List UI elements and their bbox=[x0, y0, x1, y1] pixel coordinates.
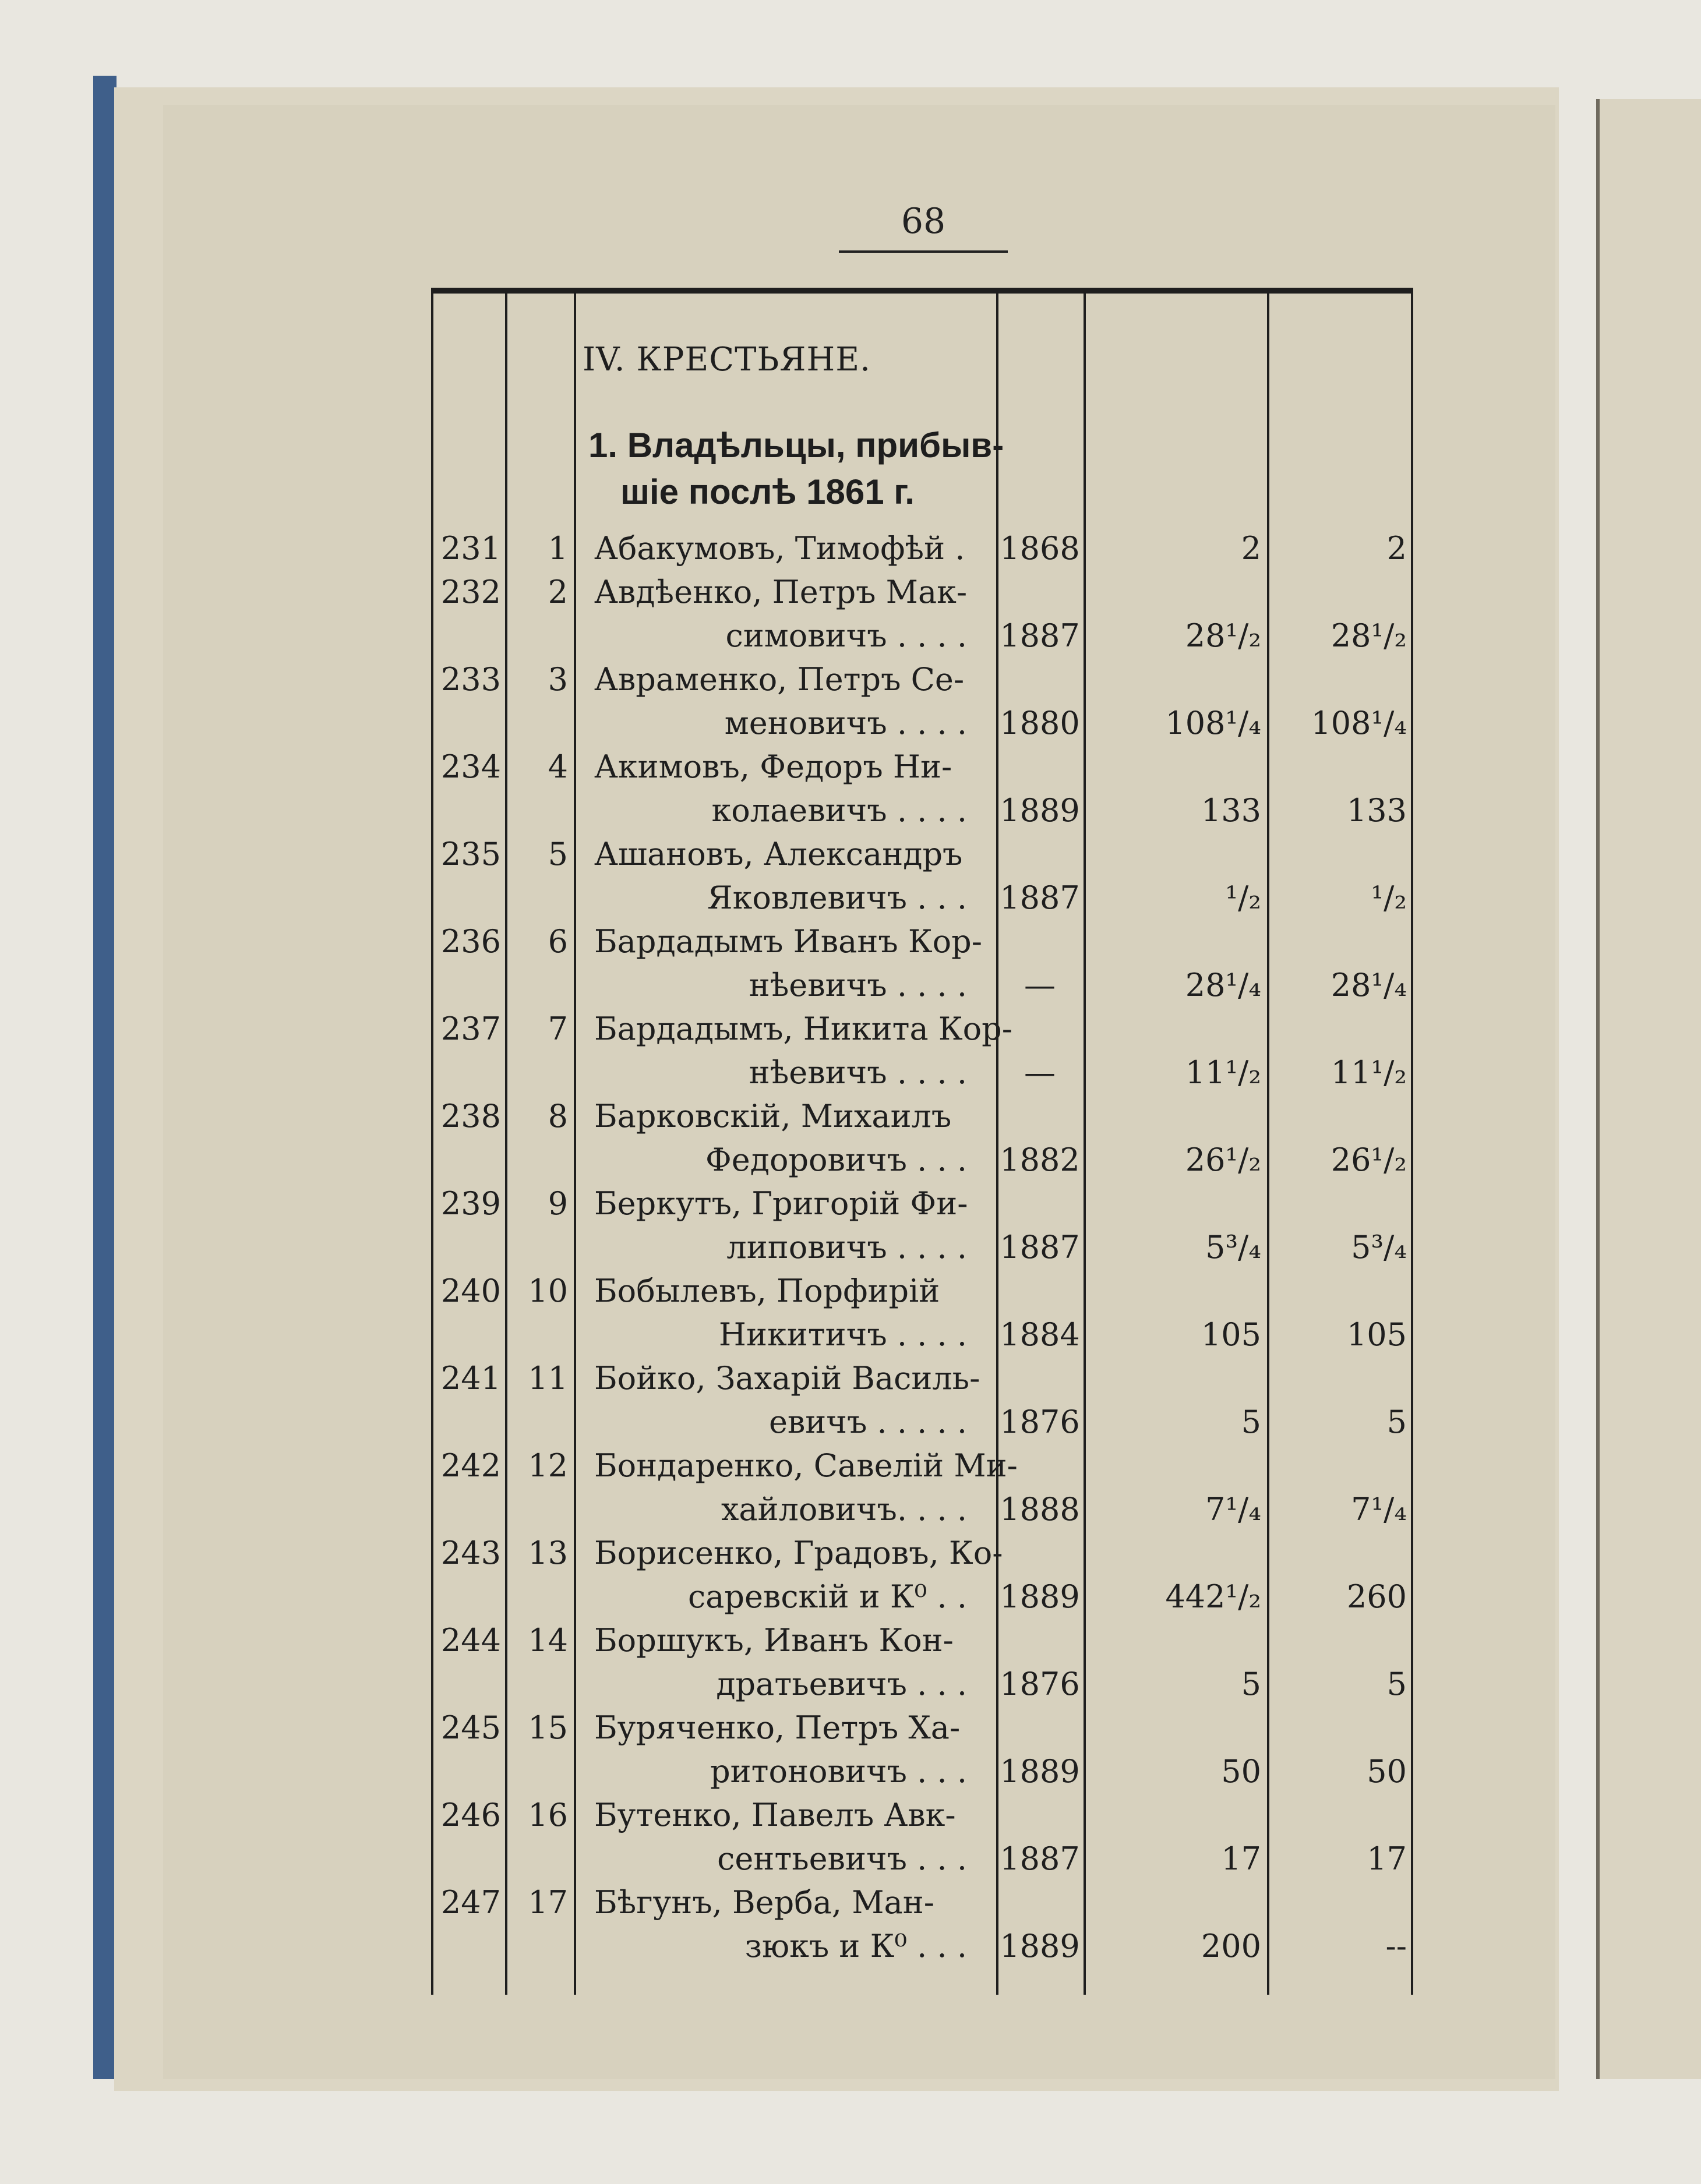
table-row bbox=[0, 1535, 1701, 1622]
row-seq-number: 246 bbox=[440, 1797, 501, 1833]
row-seq-number: 233 bbox=[440, 661, 501, 698]
row-value-2: 28¹/₄ bbox=[1331, 967, 1407, 1003]
row-value-1: 28¹/₂ bbox=[1185, 617, 1261, 654]
row-year: 1876 bbox=[1000, 1404, 1080, 1440]
table-row bbox=[0, 1185, 1701, 1273]
row-name: Барковскій, Михаилъ bbox=[594, 1098, 952, 1135]
row-seq-number: 232 bbox=[440, 574, 501, 610]
column-rule-seq-extension bbox=[505, 1878, 507, 1995]
row-seq-number: 237 bbox=[440, 1010, 501, 1047]
row-name-continuation: хайловичъ. . . . bbox=[721, 1491, 967, 1528]
row-number: 15 bbox=[528, 1709, 568, 1746]
row-year: 1884 bbox=[1000, 1316, 1080, 1353]
row-value-1: 5³/₄ bbox=[1205, 1229, 1261, 1266]
row-seq-number: 236 bbox=[440, 923, 501, 960]
row-seq-number: 240 bbox=[440, 1273, 501, 1309]
row-name-continuation: евичъ . . . . . bbox=[768, 1404, 967, 1440]
row-name: Бобылевъ, Порфирій bbox=[594, 1273, 940, 1309]
row-seq-number: 244 bbox=[440, 1622, 501, 1659]
row-name: Авдѣенко, Петръ Мак- bbox=[594, 574, 968, 610]
row-number: 3 bbox=[548, 661, 568, 698]
row-name-continuation: зюкъ и К⁰ . . . bbox=[744, 1928, 967, 1964]
row-name: Бардадымъ Иванъ Кор- bbox=[594, 923, 982, 960]
row-name-continuation: нѣевичъ . . . . bbox=[749, 967, 967, 1003]
table-row bbox=[0, 1273, 1701, 1360]
row-seq-number: 238 bbox=[440, 1098, 501, 1135]
row-number: 11 bbox=[528, 1360, 568, 1397]
row-value-2: 11¹/₂ bbox=[1331, 1054, 1407, 1091]
row-year: 1887 bbox=[1000, 617, 1080, 654]
column-rule-no-extension bbox=[574, 1878, 576, 1995]
row-value-1: 442¹/₂ bbox=[1165, 1578, 1261, 1615]
row-name: Ашановъ, Александръ bbox=[594, 836, 963, 872]
row-value-2: 260 bbox=[1346, 1578, 1407, 1615]
row-name-continuation: сентьевичъ . . . bbox=[717, 1840, 967, 1877]
row-seq-number: 242 bbox=[440, 1447, 501, 1484]
row-seq-number: 243 bbox=[440, 1535, 501, 1571]
row-value-1: 2 bbox=[1241, 530, 1261, 567]
row-seq-number: 247 bbox=[440, 1884, 501, 1921]
row-name: Буряченко, Петръ Ха- bbox=[594, 1709, 961, 1746]
row-year: — bbox=[1024, 1054, 1056, 1091]
row-seq-number: 235 bbox=[440, 836, 501, 872]
row-name-continuation: Яковлевичъ . . . bbox=[707, 879, 967, 916]
row-name-continuation: Федоровичъ . . . bbox=[705, 1142, 967, 1178]
table-row bbox=[0, 748, 1701, 836]
row-name-continuation: саревскій и К⁰ . . bbox=[687, 1578, 967, 1615]
row-name-continuation: дратьевичъ . . . bbox=[716, 1666, 967, 1702]
row-value-2: 26¹/₂ bbox=[1331, 1142, 1407, 1178]
row-name: Бондаренко, Савелій Ми- bbox=[594, 1447, 1018, 1484]
table-row bbox=[0, 661, 1701, 748]
row-value-2: ¹/₂ bbox=[1371, 879, 1407, 916]
row-number: 13 bbox=[528, 1535, 568, 1571]
row-seq-number: 234 bbox=[440, 748, 501, 785]
row-value-1: 105 bbox=[1201, 1316, 1261, 1353]
row-number: 10 bbox=[528, 1273, 568, 1309]
table-row bbox=[0, 1098, 1701, 1185]
page-number: 68 bbox=[901, 201, 946, 242]
row-year: 1889 bbox=[1000, 1753, 1080, 1790]
row-name-continuation: липовичъ . . . . bbox=[726, 1229, 967, 1266]
row-name: Абакумовъ, Тимофѣй . bbox=[594, 530, 965, 567]
subsection-title-line1: 1. Владѣльцы, прибыв- bbox=[588, 426, 1004, 465]
column-rule-left-extension bbox=[431, 1878, 433, 1995]
row-number: 6 bbox=[548, 923, 568, 960]
row-value-2: 2 bbox=[1386, 530, 1407, 567]
subsection-title bbox=[588, 422, 1008, 515]
row-number: 16 bbox=[528, 1797, 568, 1833]
row-value-2: 7¹/₄ bbox=[1351, 1491, 1407, 1528]
row-name: Бардадымъ, Никита Кор- bbox=[594, 1010, 1012, 1047]
row-value-2: 5 bbox=[1386, 1666, 1407, 1702]
row-number: 7 bbox=[548, 1010, 568, 1047]
table-row bbox=[0, 1884, 1701, 1971]
table-row bbox=[0, 923, 1701, 1010]
row-year: — bbox=[1024, 967, 1056, 1003]
row-number: 8 bbox=[548, 1098, 568, 1135]
table-row bbox=[0, 1447, 1701, 1535]
row-name: Борисенко, Градовъ, Ко- bbox=[594, 1535, 1003, 1571]
row-number: 14 bbox=[528, 1622, 568, 1659]
row-name-continuation: ритоновичъ . . . bbox=[710, 1753, 967, 1790]
row-name: Акимовъ, Федоръ Ни- bbox=[594, 748, 952, 785]
row-year: 1882 bbox=[1000, 1142, 1080, 1178]
row-year: 1887 bbox=[1000, 1840, 1080, 1877]
row-name: Авраменко, Петръ Се- bbox=[594, 661, 965, 698]
table-row bbox=[0, 1010, 1701, 1098]
row-value-2: -- bbox=[1385, 1928, 1407, 1964]
table-row bbox=[0, 1360, 1701, 1447]
row-value-2: 105 bbox=[1346, 1316, 1407, 1353]
table-row bbox=[0, 1797, 1701, 1884]
row-value-2: 28¹/₂ bbox=[1331, 617, 1407, 654]
row-year: 1887 bbox=[1000, 1229, 1080, 1266]
row-year: 1880 bbox=[1000, 705, 1080, 741]
row-value-1: 50 bbox=[1221, 1753, 1261, 1790]
column-rule-year-extension bbox=[1084, 1878, 1086, 1995]
row-year: 1889 bbox=[1000, 792, 1080, 829]
row-year: 1887 bbox=[1000, 879, 1080, 916]
row-number: 4 bbox=[548, 748, 568, 785]
row-year: 1876 bbox=[1000, 1666, 1080, 1702]
row-value-1: 7¹/₄ bbox=[1205, 1491, 1261, 1528]
row-name: Боршукъ, Иванъ Кон- bbox=[594, 1622, 954, 1659]
row-name-continuation: меновичъ . . . . bbox=[724, 705, 967, 741]
row-seq-number: 241 bbox=[440, 1360, 501, 1397]
row-value-2: 50 bbox=[1367, 1753, 1407, 1790]
row-name-continuation: колаевичъ . . . . bbox=[711, 792, 967, 829]
row-number: 12 bbox=[528, 1447, 568, 1484]
row-value-1: 28¹/₄ bbox=[1185, 967, 1261, 1003]
table-row bbox=[0, 1709, 1701, 1797]
row-value-1: 108¹/₄ bbox=[1165, 705, 1261, 741]
row-number: 17 bbox=[528, 1884, 568, 1921]
row-name-continuation: симовичъ . . . . bbox=[725, 617, 967, 654]
row-name-continuation: Никитичъ . . . . bbox=[718, 1316, 967, 1353]
row-value-2: 133 bbox=[1346, 792, 1407, 829]
row-number: 5 bbox=[548, 836, 568, 872]
row-name: Беркутъ, Григорій Фи- bbox=[594, 1185, 968, 1222]
row-seq-number: 239 bbox=[440, 1185, 501, 1222]
column-rule-value1-extension bbox=[1267, 1878, 1269, 1995]
row-year: 1889 bbox=[1000, 1928, 1080, 1964]
row-value-1: 5 bbox=[1241, 1666, 1261, 1702]
page-number-rule bbox=[839, 250, 1008, 253]
row-value-2: 108¹/₄ bbox=[1311, 705, 1407, 741]
table-top-rule bbox=[431, 288, 1413, 294]
subsection-title-line2: шіе послѣ 1861 г. bbox=[620, 472, 915, 511]
row-value-2: 5 bbox=[1386, 1404, 1407, 1440]
row-year: 1888 bbox=[1000, 1491, 1080, 1528]
row-number: 2 bbox=[548, 574, 568, 610]
row-number: 9 bbox=[548, 1185, 568, 1222]
row-value-1: 26¹/₂ bbox=[1185, 1142, 1261, 1178]
row-value-1: 200 bbox=[1201, 1928, 1261, 1964]
table-row bbox=[0, 574, 1701, 661]
column-rule-name-extension bbox=[996, 1878, 998, 1995]
row-value-1: ¹/₂ bbox=[1225, 879, 1261, 916]
row-value-1: 11¹/₂ bbox=[1185, 1054, 1261, 1091]
row-value-2: 17 bbox=[1367, 1840, 1407, 1877]
section-title: IV. КРЕСТЬЯНЕ. bbox=[583, 341, 871, 379]
table-row bbox=[0, 836, 1701, 923]
row-year: 1868 bbox=[1000, 530, 1080, 567]
row-value-1: 133 bbox=[1201, 792, 1261, 829]
table-row bbox=[0, 1622, 1701, 1709]
row-value-2: 5³/₄ bbox=[1351, 1229, 1407, 1266]
row-name-continuation: нѣевичъ . . . . bbox=[749, 1054, 967, 1091]
column-rule-right-extension bbox=[1411, 1878, 1413, 1995]
row-seq-number: 245 bbox=[440, 1709, 501, 1746]
row-year: 1889 bbox=[1000, 1578, 1080, 1615]
row-value-1: 5 bbox=[1241, 1404, 1261, 1440]
row-name: Бутенко, Павелъ Авк- bbox=[594, 1797, 956, 1833]
row-name: Бойко, Захарій Василь- bbox=[594, 1360, 980, 1397]
row-value-1: 17 bbox=[1221, 1840, 1261, 1877]
row-name: Бѣгунъ, Верба, Ман- bbox=[594, 1884, 934, 1921]
row-seq-number: 231 bbox=[440, 530, 501, 567]
row-number: 1 bbox=[548, 530, 568, 567]
